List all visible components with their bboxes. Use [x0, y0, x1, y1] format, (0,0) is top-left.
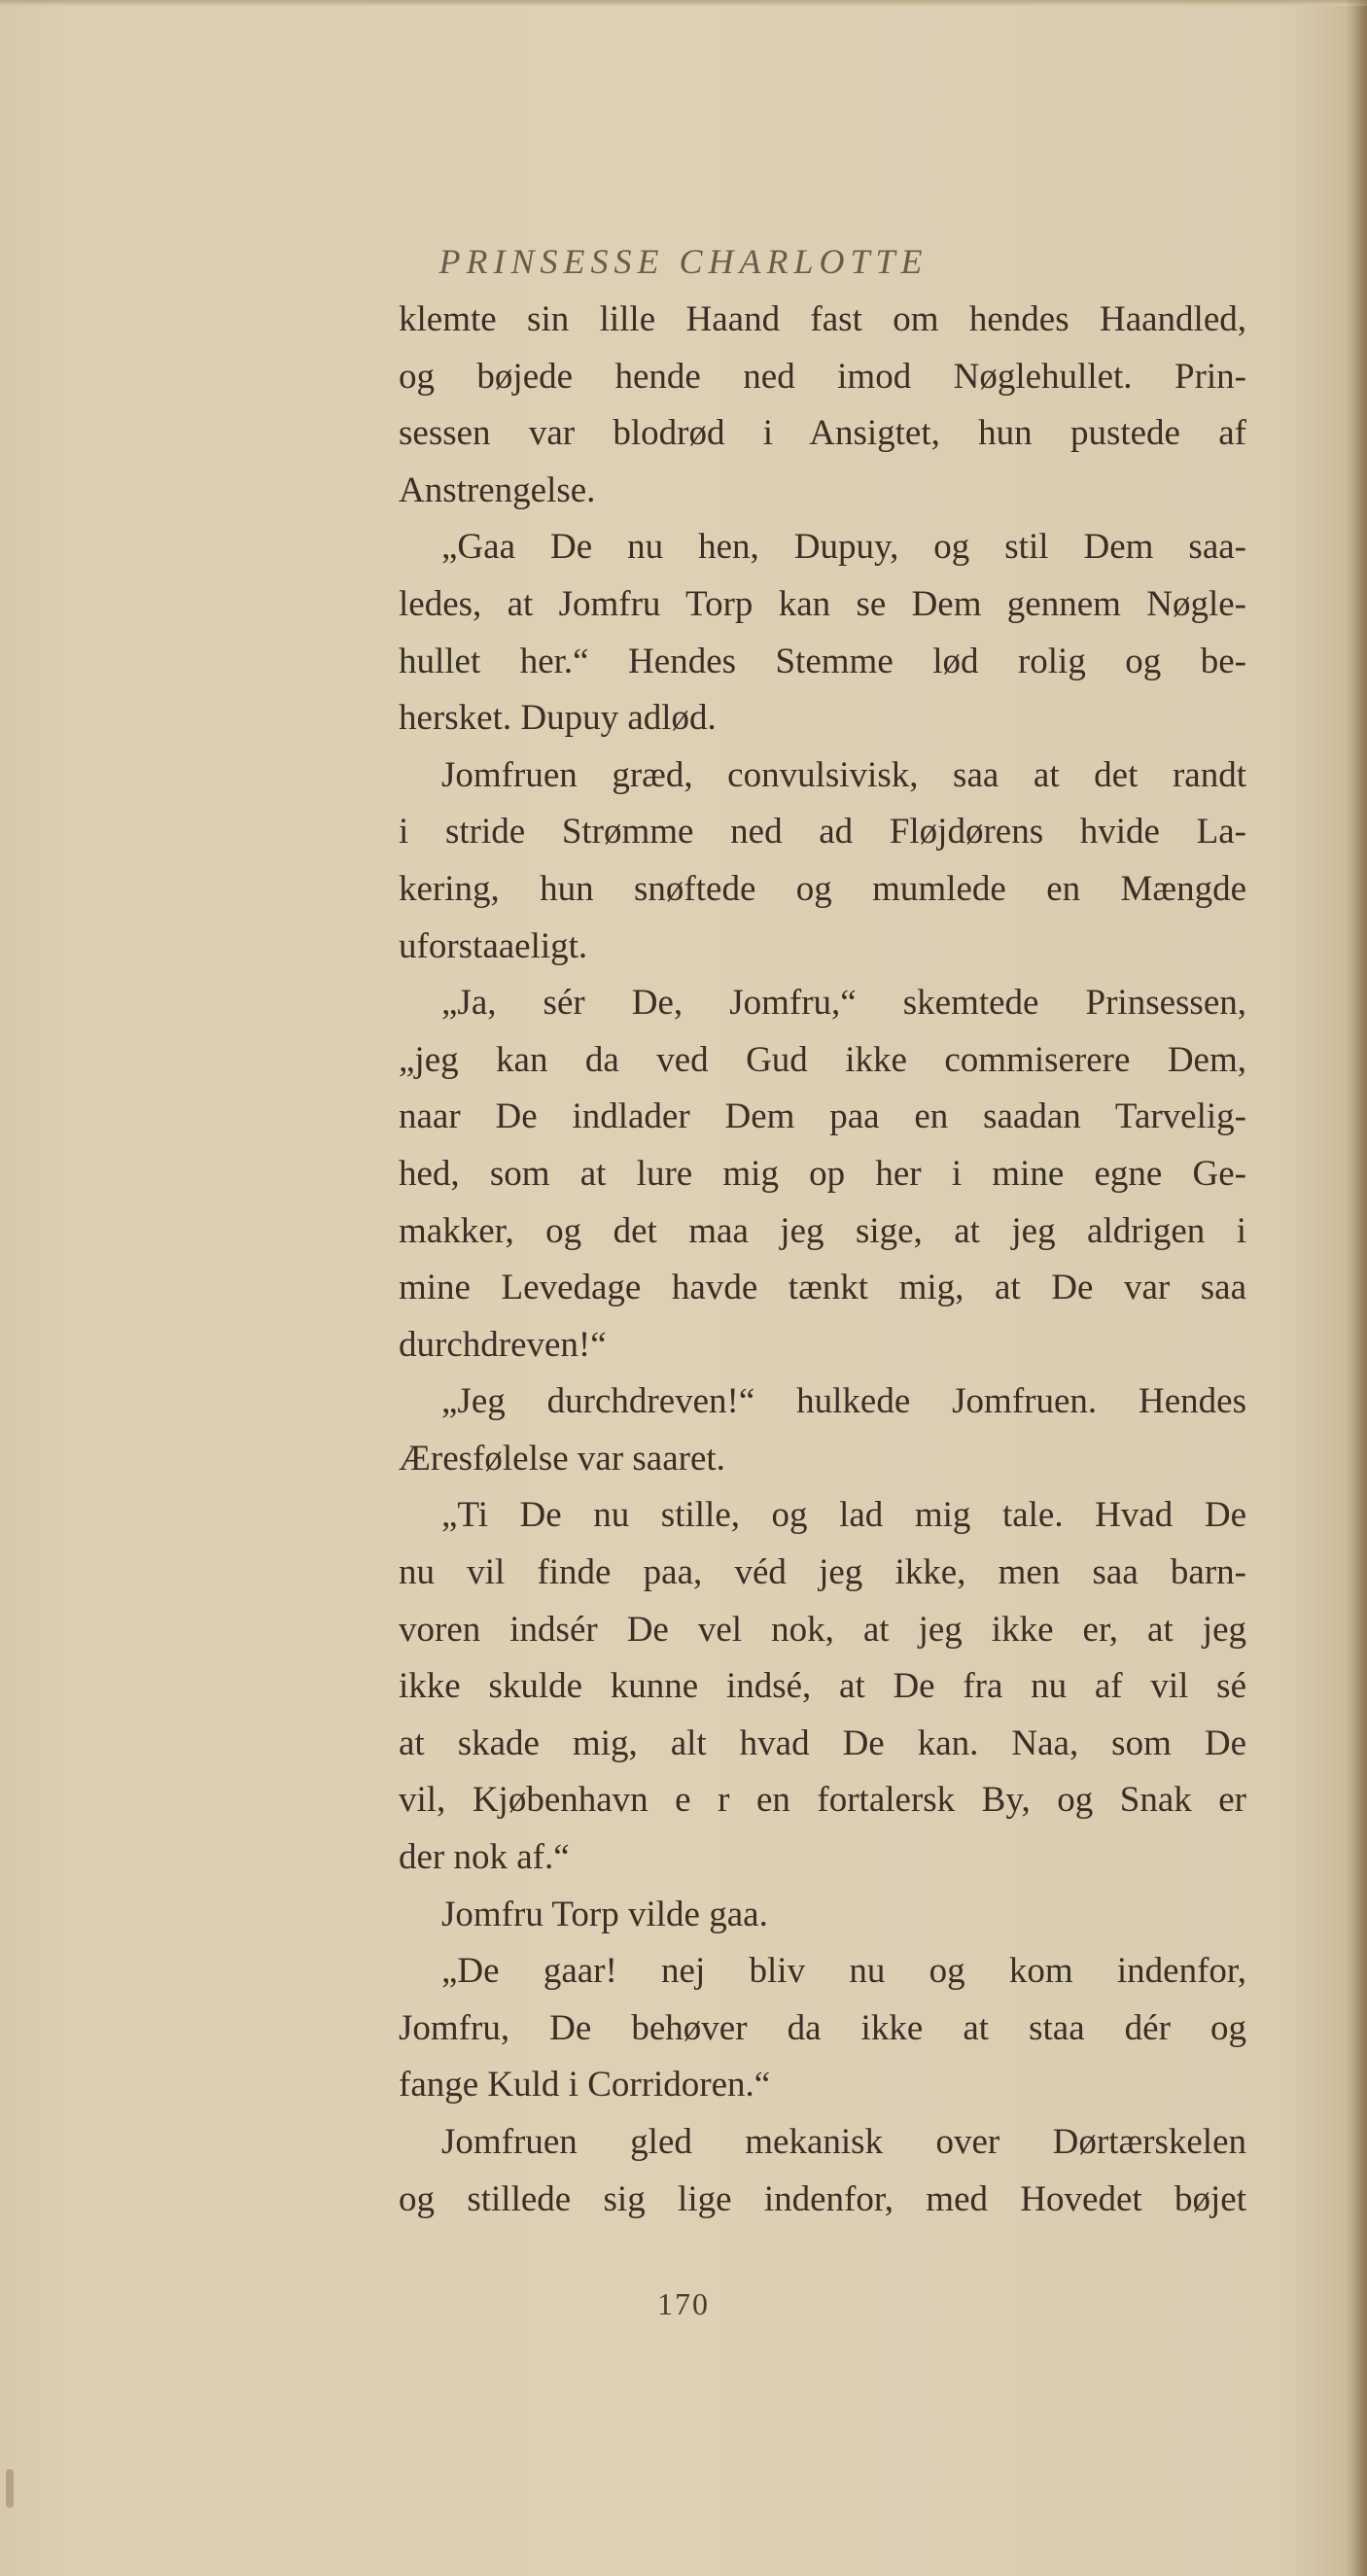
text-line: kering, hun snøftede og mumlede en Mængde	[399, 868, 1246, 909]
text-line: nu vil finde paa, véd jeg ikke, men saa barn-	[399, 1552, 1246, 1593]
text-line: Anstrengelse.	[399, 470, 596, 510]
text-line: mine Levedage havde tænkt mig, at De var saa	[399, 1268, 1246, 1308]
text-line: vil, Kjøbenhavn e r en fortalersk By, og Snak er	[399, 1780, 1246, 1821]
text-line: ikke skulde kunne indsé, at De fra nu af vil sé	[399, 1666, 1246, 1707]
running-head: PRINSESSE CHARLOTTE	[438, 242, 929, 281]
text-line: hersket. Dupuy adlød.	[399, 698, 717, 739]
text-line: naar De indlader Dem paa en saadan Tarvelig-	[399, 1097, 1246, 1137]
text-line: hed, som at lure mig op her i mine egne Ge-	[399, 1153, 1246, 1194]
body-text	[399, 292, 1246, 2228]
text-line: at skade mig, alt hvad De kan. Naa, som De	[399, 1723, 1246, 1763]
text-line: fange Kuld i Corridoren.“	[399, 2065, 771, 2106]
text-line: Jomfru, De behøver da ikke at staa dér og	[399, 2007, 1246, 2048]
text-line: „Gaa De nu hen, Dupuy, og stil Dem saa-	[441, 527, 1246, 568]
text-line: makker, og det maa jeg sige, at jeg aldrigen i	[399, 1210, 1246, 1251]
text-line: „Ti De nu stille, og lad mig tale. Hvad De	[441, 1495, 1246, 1536]
text-line: „jeg kan da ved Gud ikke commiserere Dem,	[399, 1039, 1246, 1080]
text-line: Jomfru Torp vilde gaa.	[441, 1894, 768, 1934]
text-line: „Jeg durchdreven!“ hulkede Jomfruen. Hendes	[441, 1381, 1246, 1422]
text-line: og stillede sig lige indenfor, med Hovedet bøjet	[399, 2178, 1246, 2219]
text-line: „Ja, sér De, Jomfru,“ skemtede Prinsessen,	[441, 983, 1246, 1024]
text-line: uforstaaeligt.	[399, 925, 588, 966]
text-line: sessen var blodrød i Ansigtet, hun pustede af	[399, 413, 1246, 454]
text-line: durchdreven!“	[399, 1324, 607, 1365]
text-line: „De gaar! nej bliv nu og kom indenfor,	[441, 1951, 1246, 1992]
text-line: der nok af.“	[399, 1837, 570, 1878]
text-line: hullet her.“ Hendes Stemme lød rolig og be-	[399, 641, 1246, 681]
page-gutter-shadow	[1346, 0, 1367, 2576]
text-line: voren indsér De vel nok, at jeg ikke er, at jeg	[399, 1609, 1246, 1650]
text-line: klemte sin lille Haand fast om hendes Haandled,	[399, 299, 1246, 339]
page-number: 170	[657, 2286, 710, 2321]
text-line: Jomfruen græd, convulsivisk, saa at det randt	[441, 754, 1246, 795]
text-line: Æresfølelse var saaret.	[399, 1438, 725, 1479]
page-edge-mark	[6, 2469, 14, 2508]
text-line: ledes, at Jomfru Torp kan se Dem gennem Nøgle-	[399, 583, 1246, 624]
text-line: i stride Strømme ned ad Fløjdørens hvide La-	[399, 812, 1246, 853]
page-top-edge	[0, 0, 1367, 6]
text-line: Jomfruen gled mekanisk over Dørtærskelen	[441, 2122, 1246, 2162]
text-line: og bøjede hende ned imod Nøglehullet. Prin-	[399, 356, 1246, 397]
